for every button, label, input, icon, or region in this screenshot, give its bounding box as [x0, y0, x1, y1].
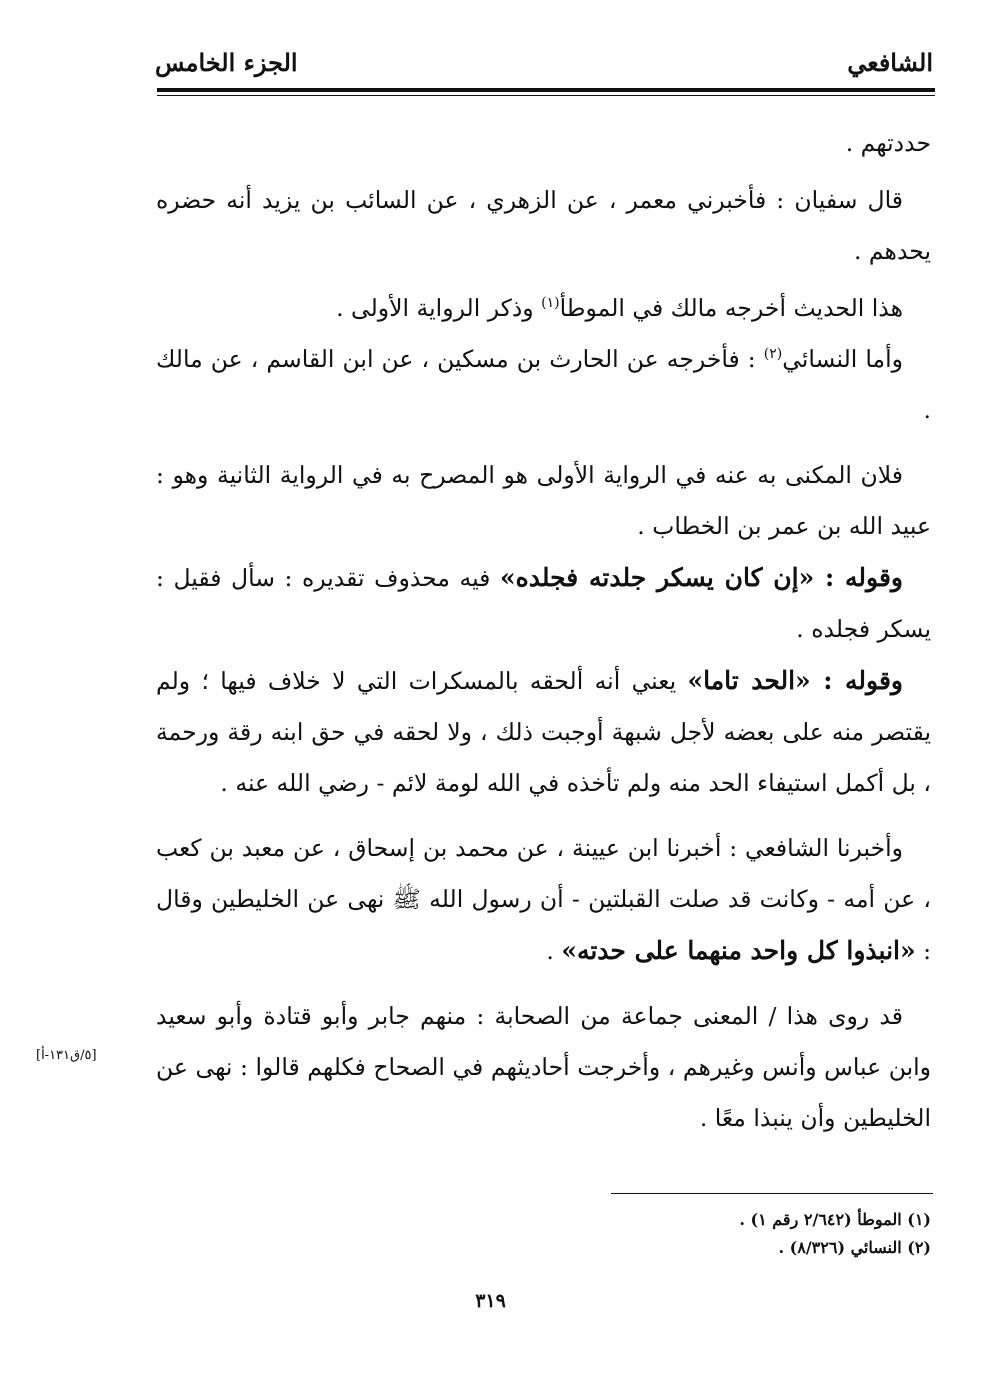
page-number: ٣١٩ [475, 1290, 506, 1312]
footnote-ref-2: (٢) [763, 346, 783, 363]
running-head-title: الشافعي [847, 48, 933, 77]
header-rule-thick [157, 88, 935, 92]
paragraph-9: قد روى هذا / المعنى جماعة من الصحابة : منهم جابر وأبو قتادة وأبو سعيد وابن عباس وأنس وغيرهم ، وأخرجت أحاديثهم في الصحاح فكلهم قالوا : نهى عن الخليطين وأن ينبذا معًا . [156, 1002, 931, 1132]
paragraph-8-text: وأخبرنا الشافعي : أخبرنا ابن عيينة ، عن محمد بن إسحاق ، عن معبد بن كعب ، عن أمه - وكانت قد صلت القبلتين - أن رسول الله ﷺ نهى عن الخليطين وقال : [156, 834, 931, 965]
paragraph-3-text-a: هذا الحديث أخرجه مالك في الموطأ [559, 294, 903, 322]
paragraph-8-end: . [546, 937, 562, 965]
quoted-phrase-1: وقوله : «إن كان يسكر جلدته فجلده» [499, 563, 903, 592]
header-rule-thin [157, 95, 935, 96]
footnote-2: (٢) النسائي (٨/٣٢٦) . [778, 1238, 931, 1257]
paragraph-7-text: يعني أنه ألحقه بالمسكرات التي لا خلاف فيها ؛ ولم يقتصر منه على بعضه لأجل شبهة أوجبت ذلك ، ولا لحقه في حق ابنه رقة ورحمة ، بل أكمل استيفاء الحد منه ولم تأخذه في الله لومة لائم - رضي الله عنه . [156, 667, 931, 797]
running-head-volume: الجزء الخامس [155, 48, 298, 77]
paragraph-4 [156, 334, 931, 436]
main-text [156, 118, 931, 1144]
paragraph-3-text-b: وذكر الرواية الأولى . [336, 294, 542, 322]
footnote-separator [611, 1193, 933, 1194]
paragraph-1: حددتهم . [845, 129, 931, 157]
paragraph-8 [156, 823, 931, 977]
paragraph-3 [156, 283, 931, 334]
footnote-1: (١) الموطأ (٢/٦٤٢ رقم ١) . [739, 1210, 931, 1229]
footnote-ref-1: (١) [541, 295, 560, 312]
paragraph-4-text-a: وأما النسائي [782, 345, 903, 373]
quoted-hadith: «انبذوا كل واحد منهما على حدته» [561, 936, 916, 965]
paragraph-4-text-b: : فأخرجه عن الحارث بن مسكين ، عن ابن القاسم ، عن مالك . [156, 345, 931, 424]
paragraph-5: فلان المكنى به عنه في الرواية الأولى هو المصرح به في الرواية الثانية وهو : عبيد الله بن عمر بن الخطاب . [156, 461, 931, 540]
paragraph-7 [156, 655, 931, 809]
manuscript-folio-note: [٥/ق١٣١-أ] [36, 1048, 97, 1063]
paragraph-6 [156, 552, 931, 655]
quoted-phrase-2: وقوله : «الحد تاما» [687, 666, 903, 695]
footnotes [156, 1206, 931, 1262]
paragraph-2: قال سفيان : فأخبرني معمر ، عن الزهري ، عن السائب بن يزيد أنه حضره يحدهم . [156, 186, 931, 265]
paragraph-6-text: فيه محذوف تقديره : سأل فقيل : يسكر فجلده . [156, 564, 931, 643]
